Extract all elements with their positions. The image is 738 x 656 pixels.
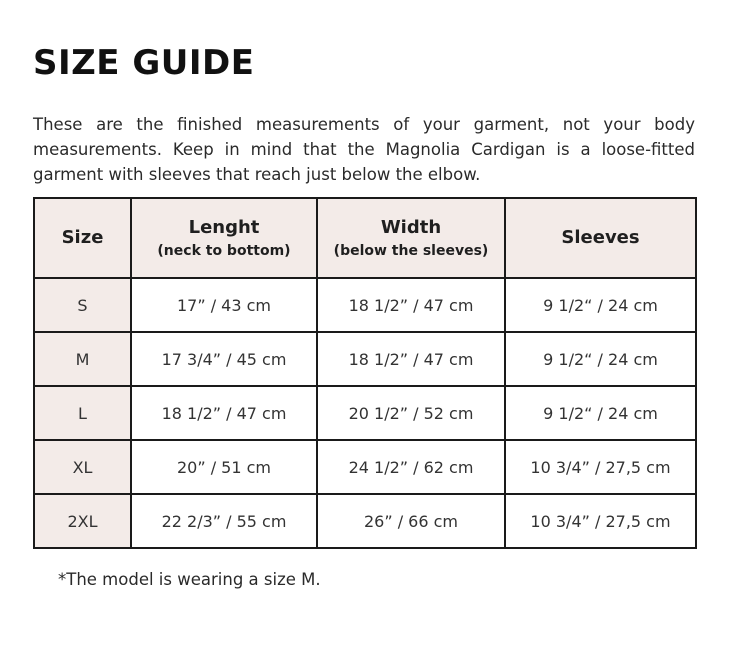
footnote: *The model is wearing a size M.: [58, 570, 321, 589]
size-table: [33, 197, 697, 549]
header-width-label: Width: [380, 216, 442, 238]
intro-paragraph: These are the finished measurements of your garment, not your body measurements. Keep in mind that the Magnolia Cardigan is a loose-fitted garment with sleeves that reach just below the elbow.: [33, 115, 695, 184]
length-cell: 18 1/2” / 47 cm: [131, 386, 317, 440]
size-cell: L: [34, 386, 131, 440]
page-title: SIZE GUIDE: [33, 43, 255, 83]
table-row: [34, 386, 696, 440]
header-length-sub: (neck to bottom): [157, 242, 291, 259]
size-cell: M: [34, 332, 131, 386]
sleeves-cell: 10 3/4” / 27,5 cm: [505, 440, 696, 494]
header-sleeves: [505, 198, 696, 278]
width-cell: 18 1/2” / 47 cm: [317, 278, 505, 332]
header-size: [34, 198, 131, 278]
header-width-sub: (below the sleeves): [333, 242, 489, 259]
length-cell: 17” / 43 cm: [131, 278, 317, 332]
length-cell: 20” / 51 cm: [131, 440, 317, 494]
length-cell: 17 3/4” / 45 cm: [131, 332, 317, 386]
sleeves-cell: 9 1/2“ / 24 cm: [505, 278, 696, 332]
size-cell: 2XL: [34, 494, 131, 548]
width-cell: 26” / 66 cm: [317, 494, 505, 548]
width-cell: 24 1/2” / 62 cm: [317, 440, 505, 494]
header-size-label: Size: [61, 227, 104, 248]
header-length-label: Lenght: [188, 216, 260, 238]
table-row: [34, 278, 696, 332]
width-cell: 18 1/2” / 47 cm: [317, 332, 505, 386]
length-cell: 22 2/3” / 55 cm: [131, 494, 317, 548]
sleeves-cell: 9 1/2“ / 24 cm: [505, 386, 696, 440]
table-header-row: [34, 198, 696, 278]
table-row: [34, 494, 696, 548]
sleeves-cell: 9 1/2“ / 24 cm: [505, 332, 696, 386]
sleeves-cell: 10 3/4” / 27,5 cm: [505, 494, 696, 548]
size-cell: S: [34, 278, 131, 332]
width-cell: 20 1/2” / 52 cm: [317, 386, 505, 440]
size-cell: XL: [34, 440, 131, 494]
table-row: [34, 440, 696, 494]
header-sleeves-label: Sleeves: [561, 227, 640, 248]
header-width: [317, 198, 505, 278]
header-length: [131, 198, 317, 278]
table-row: [34, 332, 696, 386]
